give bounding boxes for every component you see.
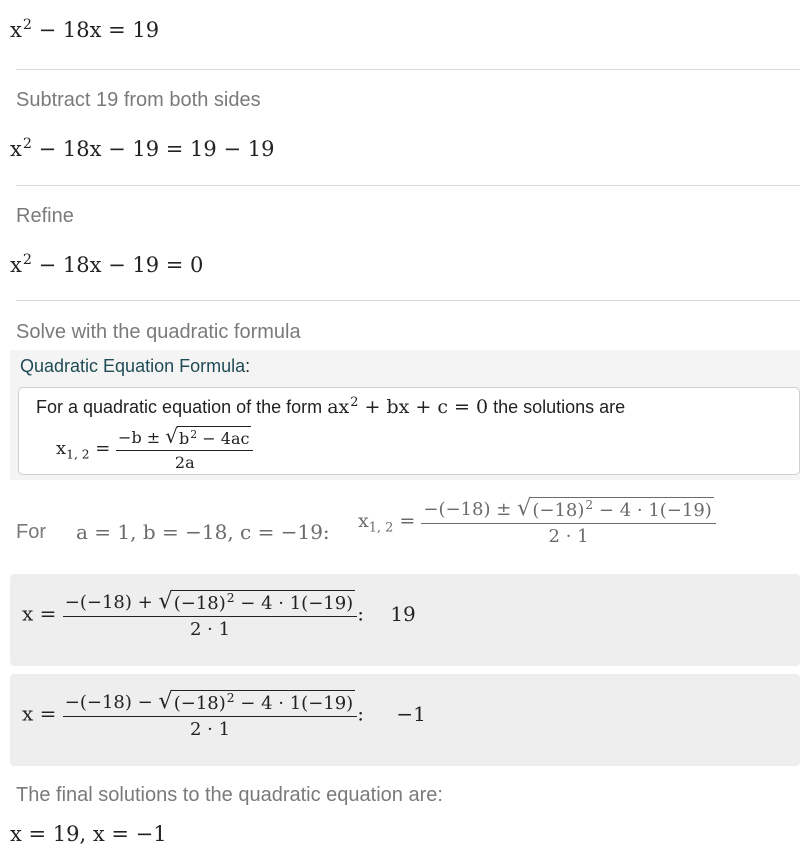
solution-1-result: 19 (390, 601, 416, 626)
equation-original: $x^2 - 18x = 19$ (10, 17, 160, 42)
final-answer: x = 19, x = −1 (10, 822, 167, 846)
substitution-values: a = 1, b = −18, c = −19: (76, 520, 330, 544)
substitution-formula: $x_{1, 2}$ = −(−18) ± √ $(-18)^2 - 4 \cdot 1(-19)$ 2 · 1 (358, 497, 716, 547)
equation-refined: $x^2 - 18x - 19 = 0$ (10, 252, 204, 277)
step-description-refine: Refine (16, 205, 74, 227)
step-description-quadratic: Solve with the quadratic formula (16, 321, 301, 343)
divider (16, 185, 800, 186)
formula-box-title: Quadratic Equation Formula: (20, 356, 251, 376)
step-description-subtract: Subtract 19 from both sides (16, 89, 261, 111)
substitution-label: For (16, 521, 46, 543)
solution-1-expression: x = −(−18) + √ $(-18)^2 - 4 \cdot 1(-19)$ 2 · 1 : 19 (22, 588, 416, 640)
divider (16, 300, 800, 301)
formula-box-text: For a quadratic equation of the form $ax^2$ + bx + c = 0 the solutions are (36, 394, 626, 418)
quadratic-formula: $x_{1, 2}$ = −b ± √ $b^2 - 4ac$ 2a (56, 426, 253, 472)
final-description: The final solutions to the quadratic equation are: (16, 784, 443, 806)
divider (16, 69, 800, 70)
solution-2-expression: x = −(−18) − √ $(-18)^2 - 4 \cdot 1(-19)$ 2 · 1 : −1 (22, 688, 426, 740)
equation-subtracted: $x^2 - 18x - 19 = 19 - 19$ (10, 136, 275, 161)
solution-2-result: −1 (396, 701, 426, 726)
